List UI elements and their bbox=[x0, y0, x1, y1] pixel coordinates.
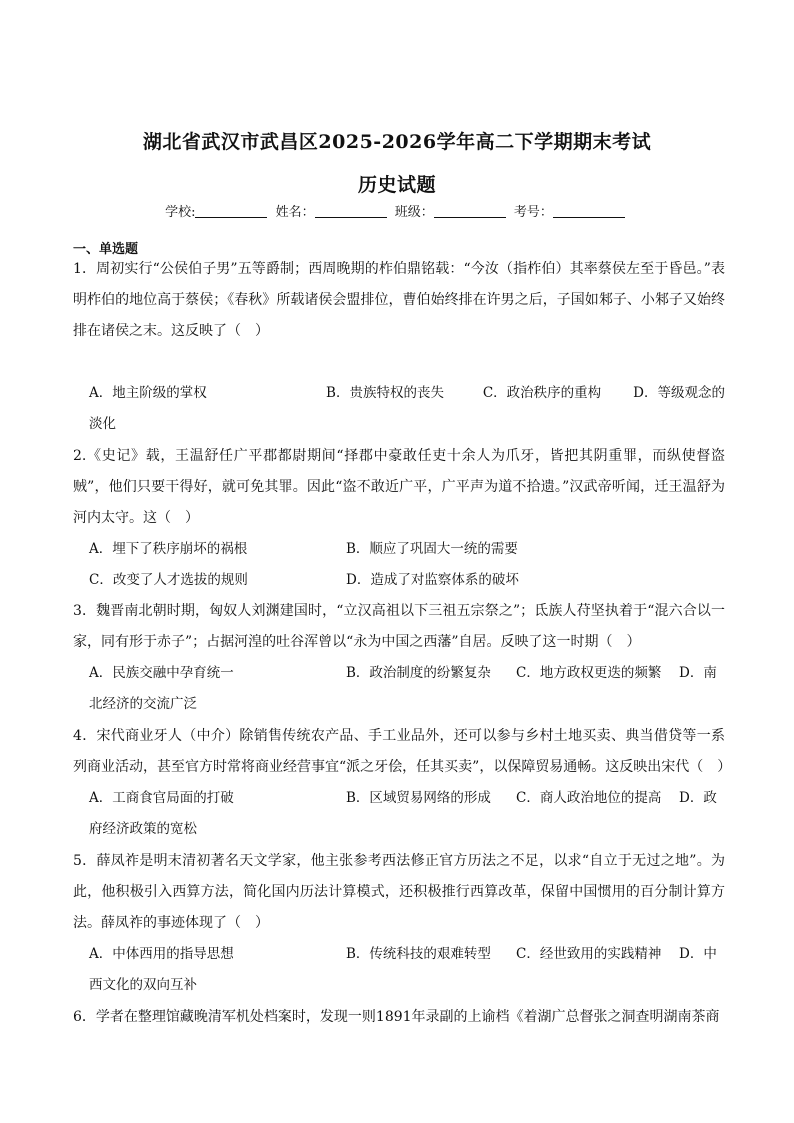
question-5-stem: 5．薛凤祚是明末清初著名天文学家，他主张参考西法修正官方历法之不足，以求“自立于无过之地”。为此，他积极引入西算方法，简化国内历法计算模式，还积极推行西算改革，保留中国惯用的百分制计算方法。薛凤祚的事迹体现了（ ） bbox=[73, 853, 725, 931]
question-2-options bbox=[89, 534, 725, 596]
option-d-wrap: 北经济的交流广泛 bbox=[89, 696, 197, 712]
option-d[interactable]: D．中 bbox=[679, 946, 717, 962]
number-label: 考号： bbox=[513, 205, 553, 220]
school-label: 学校: bbox=[165, 205, 196, 220]
option-d[interactable]: D．南 bbox=[679, 665, 717, 681]
question-3-options bbox=[89, 658, 725, 720]
name-blank[interactable] bbox=[315, 205, 387, 218]
option-c[interactable]: C．经世致用的实践精神 bbox=[516, 946, 662, 962]
option-c[interactable]: C．政治秩序的重构 bbox=[482, 385, 602, 401]
option-a[interactable]: A．民族交融中孕育统一 bbox=[89, 665, 234, 681]
option-d-wrap: 淡化 bbox=[89, 416, 116, 432]
class-label: 班级： bbox=[394, 205, 434, 220]
option-c[interactable]: C．商人政治地位的提高 bbox=[516, 790, 662, 806]
option-b[interactable]: B．政治制度的纷繁复杂 bbox=[346, 665, 491, 681]
exam-title: 湖北省武汉市武昌区2025-2026学年高二下学期期末考试 bbox=[142, 131, 652, 153]
option-a[interactable]: A．工商食官局面的打破 bbox=[89, 790, 234, 806]
option-d-wrap: 西文化的双向互补 bbox=[89, 977, 197, 993]
option-d[interactable]: D．政 bbox=[679, 790, 717, 806]
question-5-options bbox=[89, 939, 725, 1001]
school-blank[interactable] bbox=[195, 205, 267, 218]
option-b[interactable]: B．传统科技的艰难转型 bbox=[346, 946, 491, 962]
option-a[interactable]: A．埋下了秩序崩坏的祸根 bbox=[89, 541, 248, 557]
question-2-stem: 2.《史记》载，王温舒任广平郡都尉期间“择郡中豪敢任吏十余人为爪牙，皆把其阴重罪，而纵使督盗贼”，他们只要干得好，就可免其罪。因此“盗不敢近广平，广平声为道不拾遗。”汉武帝听闻，迁王温舒为河内太守。这（ ） bbox=[73, 448, 725, 526]
option-d[interactable]: D．造成了对监察体系的破坏 bbox=[346, 572, 519, 588]
option-b[interactable]: B．顺应了巩固大一统的需要 bbox=[346, 541, 518, 557]
question-6-stem: 6．学者在整理馆藏晚清军机处档案时，发现一则1891年录副的上谕档《着湖广总督张之洞查明湖南茶商 bbox=[73, 1009, 720, 1025]
question-3-stem: 3．魏晋南北朝时期，匈奴人刘渊建国时，“立汉高祖以下三祖五宗祭之”；氐族人苻坚执着于“混六合以一家，同有形于赤子”；占据河湟的吐谷浑曾以“永为中国之西藩”自居。反映了这一时期（ ） bbox=[73, 603, 725, 650]
option-c[interactable]: C．地方政权更迭的频繁 bbox=[516, 665, 662, 681]
name-label: 姓名： bbox=[275, 205, 315, 220]
student-info-line bbox=[0, 201, 794, 220]
option-a[interactable]: A．中体西用的指导思想 bbox=[89, 946, 234, 962]
option-b[interactable]: B．贵族特权的丧失 bbox=[326, 385, 444, 401]
section-heading: 一、单选题 bbox=[73, 242, 139, 257]
option-d[interactable]: D．等级观念的 bbox=[633, 385, 725, 401]
question-1-stem: 1．周初实行“公侯伯子男”五等爵制；西周晚期的柞伯鼎铭载：“今汝（指柞伯）其率蔡侯左至于昏邑。”表明柞伯的地位高于蔡侯；《春秋》所载诸侯会盟排位，曹伯始终排在许男之后，子国如邾子、小邾子又始终排在诸侯之末。这反映了（ ） bbox=[73, 261, 725, 339]
option-c[interactable]: C．改变了人才选拔的规则 bbox=[89, 572, 248, 588]
question-4-stem: 4．宋代商业牙人（中介）除销售传统农产品、手工业品外，还可以参与乡村土地买卖、典当借贷等一系列商业活动，甚至官方时常将商业经营事宜“派之牙侩，任其买卖”，以保障贸易通畅。这反映出宋代（ ） bbox=[73, 728, 732, 775]
option-d-wrap: 府经济政策的宽松 bbox=[89, 821, 197, 837]
question-4-options bbox=[89, 783, 725, 845]
option-b[interactable]: B．区域贸易网络的形成 bbox=[346, 790, 491, 806]
exam-subject: 历史试题 bbox=[357, 174, 436, 196]
class-blank[interactable] bbox=[434, 205, 506, 218]
question-1-options bbox=[89, 378, 725, 440]
option-a[interactable]: A．地主阶级的掌权 bbox=[89, 385, 207, 401]
number-blank[interactable] bbox=[553, 205, 625, 218]
